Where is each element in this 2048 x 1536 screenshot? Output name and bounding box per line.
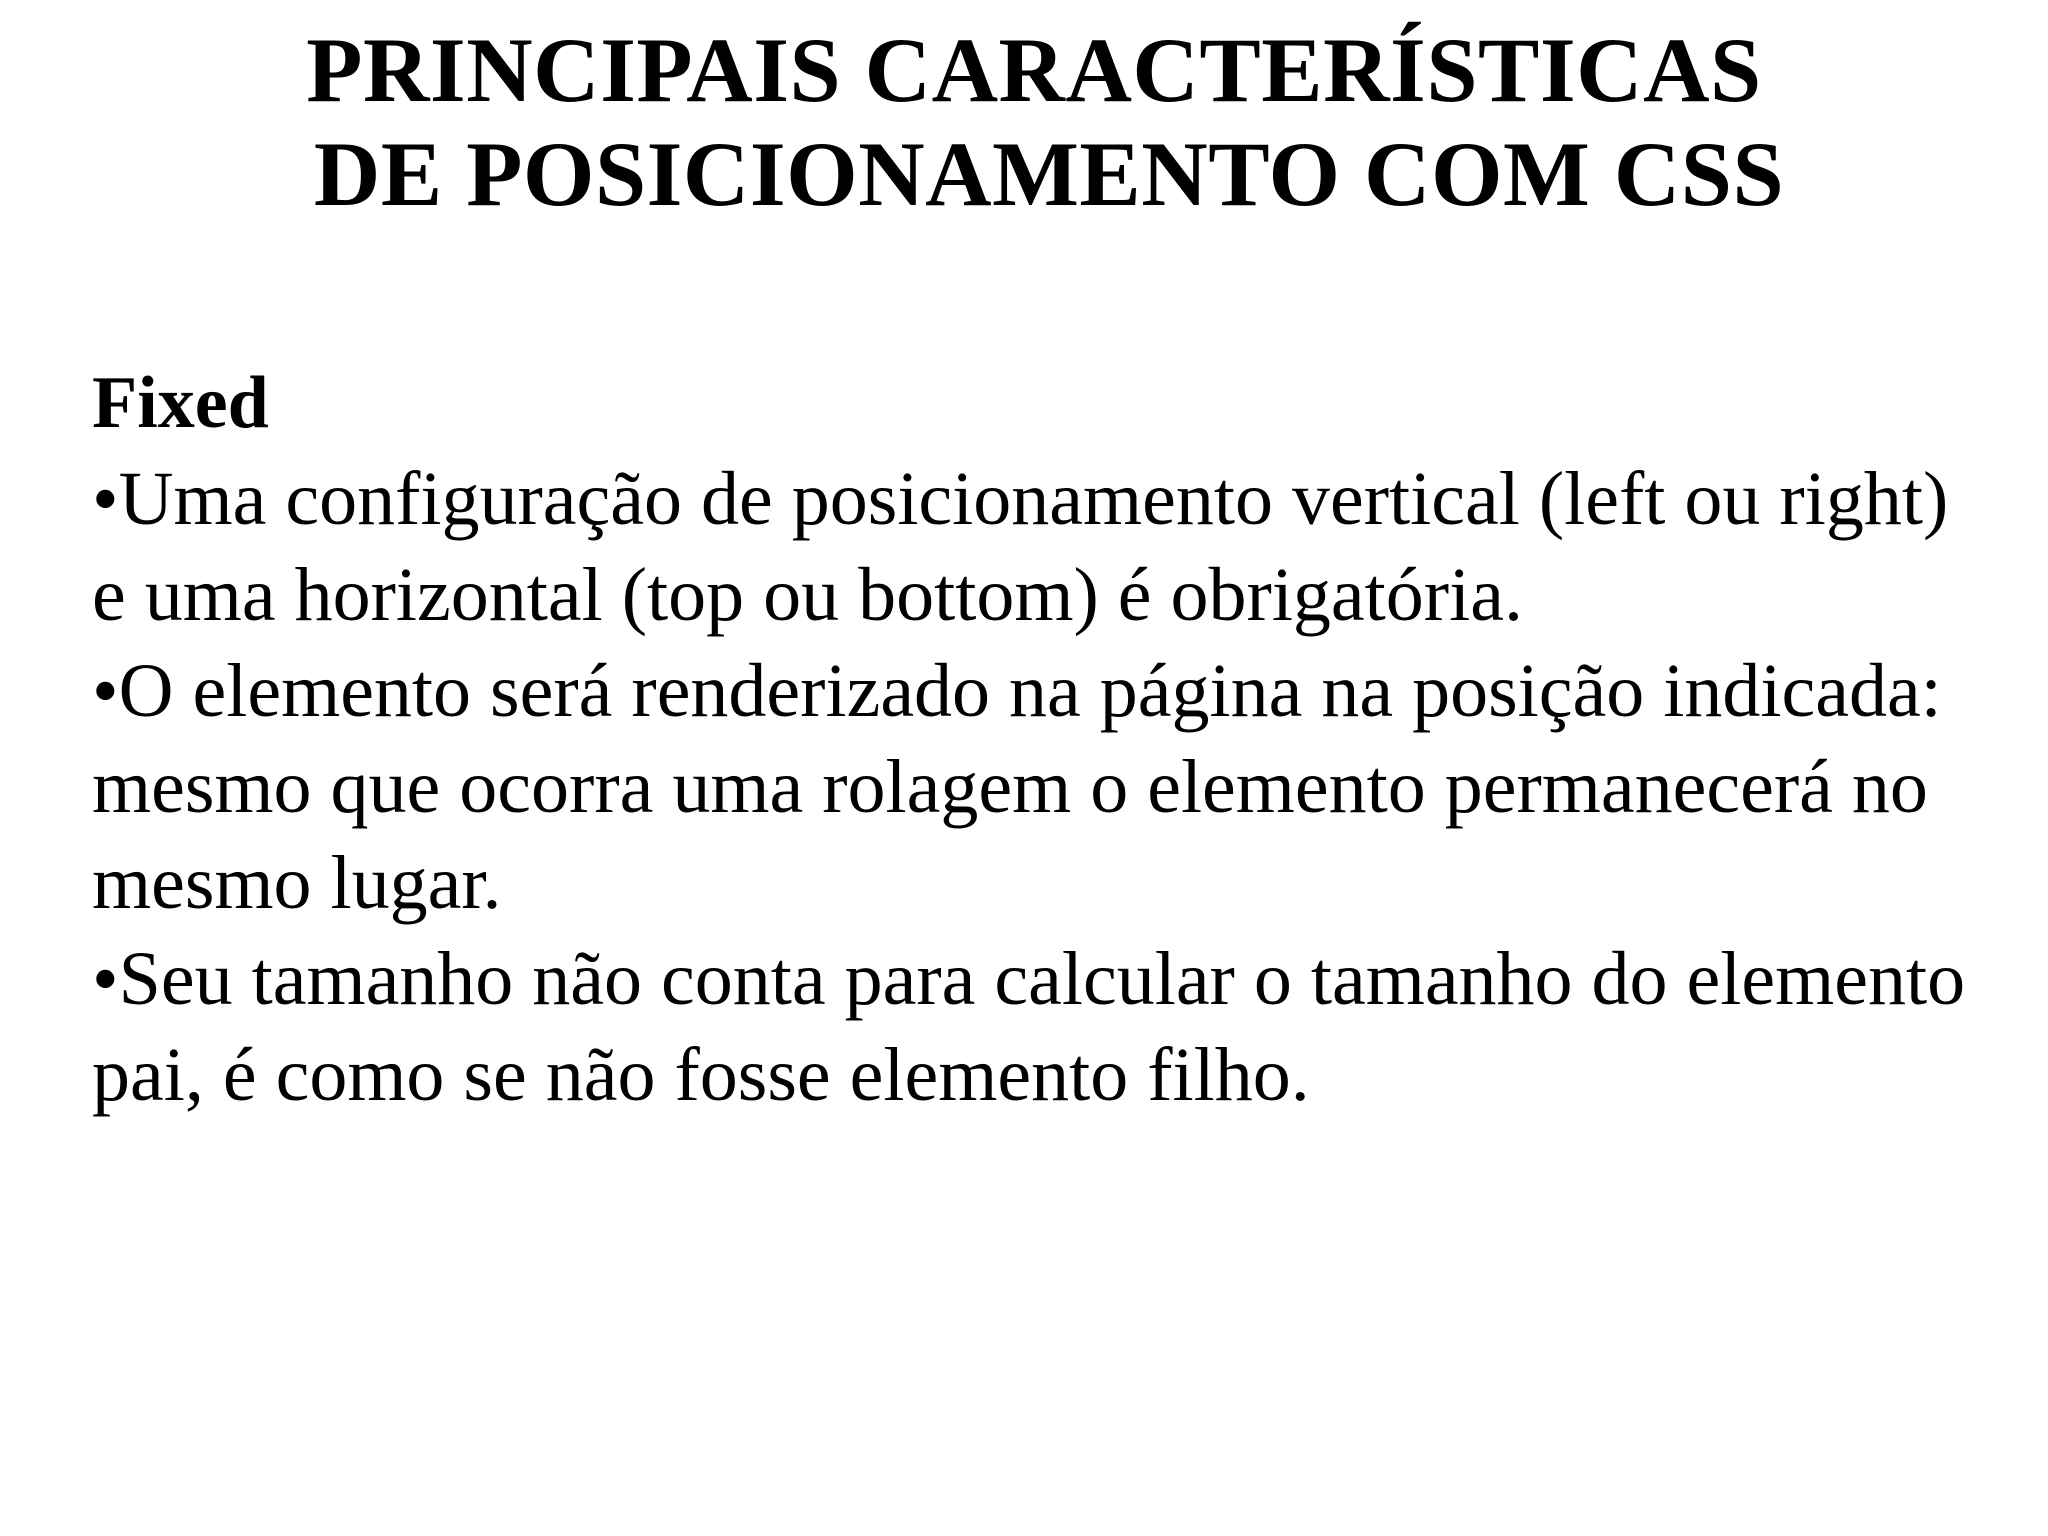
bullet-text: O elemento será renderizado na página na posição indicada: mesmo que ocorra uma rolagem o elemento permanecerá no mesmo lugar.: [92, 649, 1942, 925]
bullet-item: [92, 931, 1992, 1123]
slide-body: [92, 355, 1992, 1123]
bullet-item: [92, 451, 1992, 643]
title-line-2: DE POSICIONAMENTO COM CSS: [313, 123, 1785, 225]
bullet-item: [92, 643, 1992, 931]
bullet-icon: •: [92, 937, 119, 1021]
bullet-icon: •: [92, 457, 119, 541]
bullet-text: Seu tamanho não conta para calcular o tamanho do elemento pai, é como se não fosse elemento filho.: [92, 937, 1966, 1117]
section-heading-fixed: Fixed: [92, 362, 269, 444]
bullet-icon: •: [92, 649, 119, 733]
bullet-text: Uma configuração de posicionamento vertical (left ou right) e uma horizontal (top ou bottom) é obrigatória.: [92, 457, 1949, 637]
slide-title: [0, 18, 2048, 226]
title-line-1: PRINCIPAIS CARACTERÍSTICAS: [306, 19, 1762, 121]
